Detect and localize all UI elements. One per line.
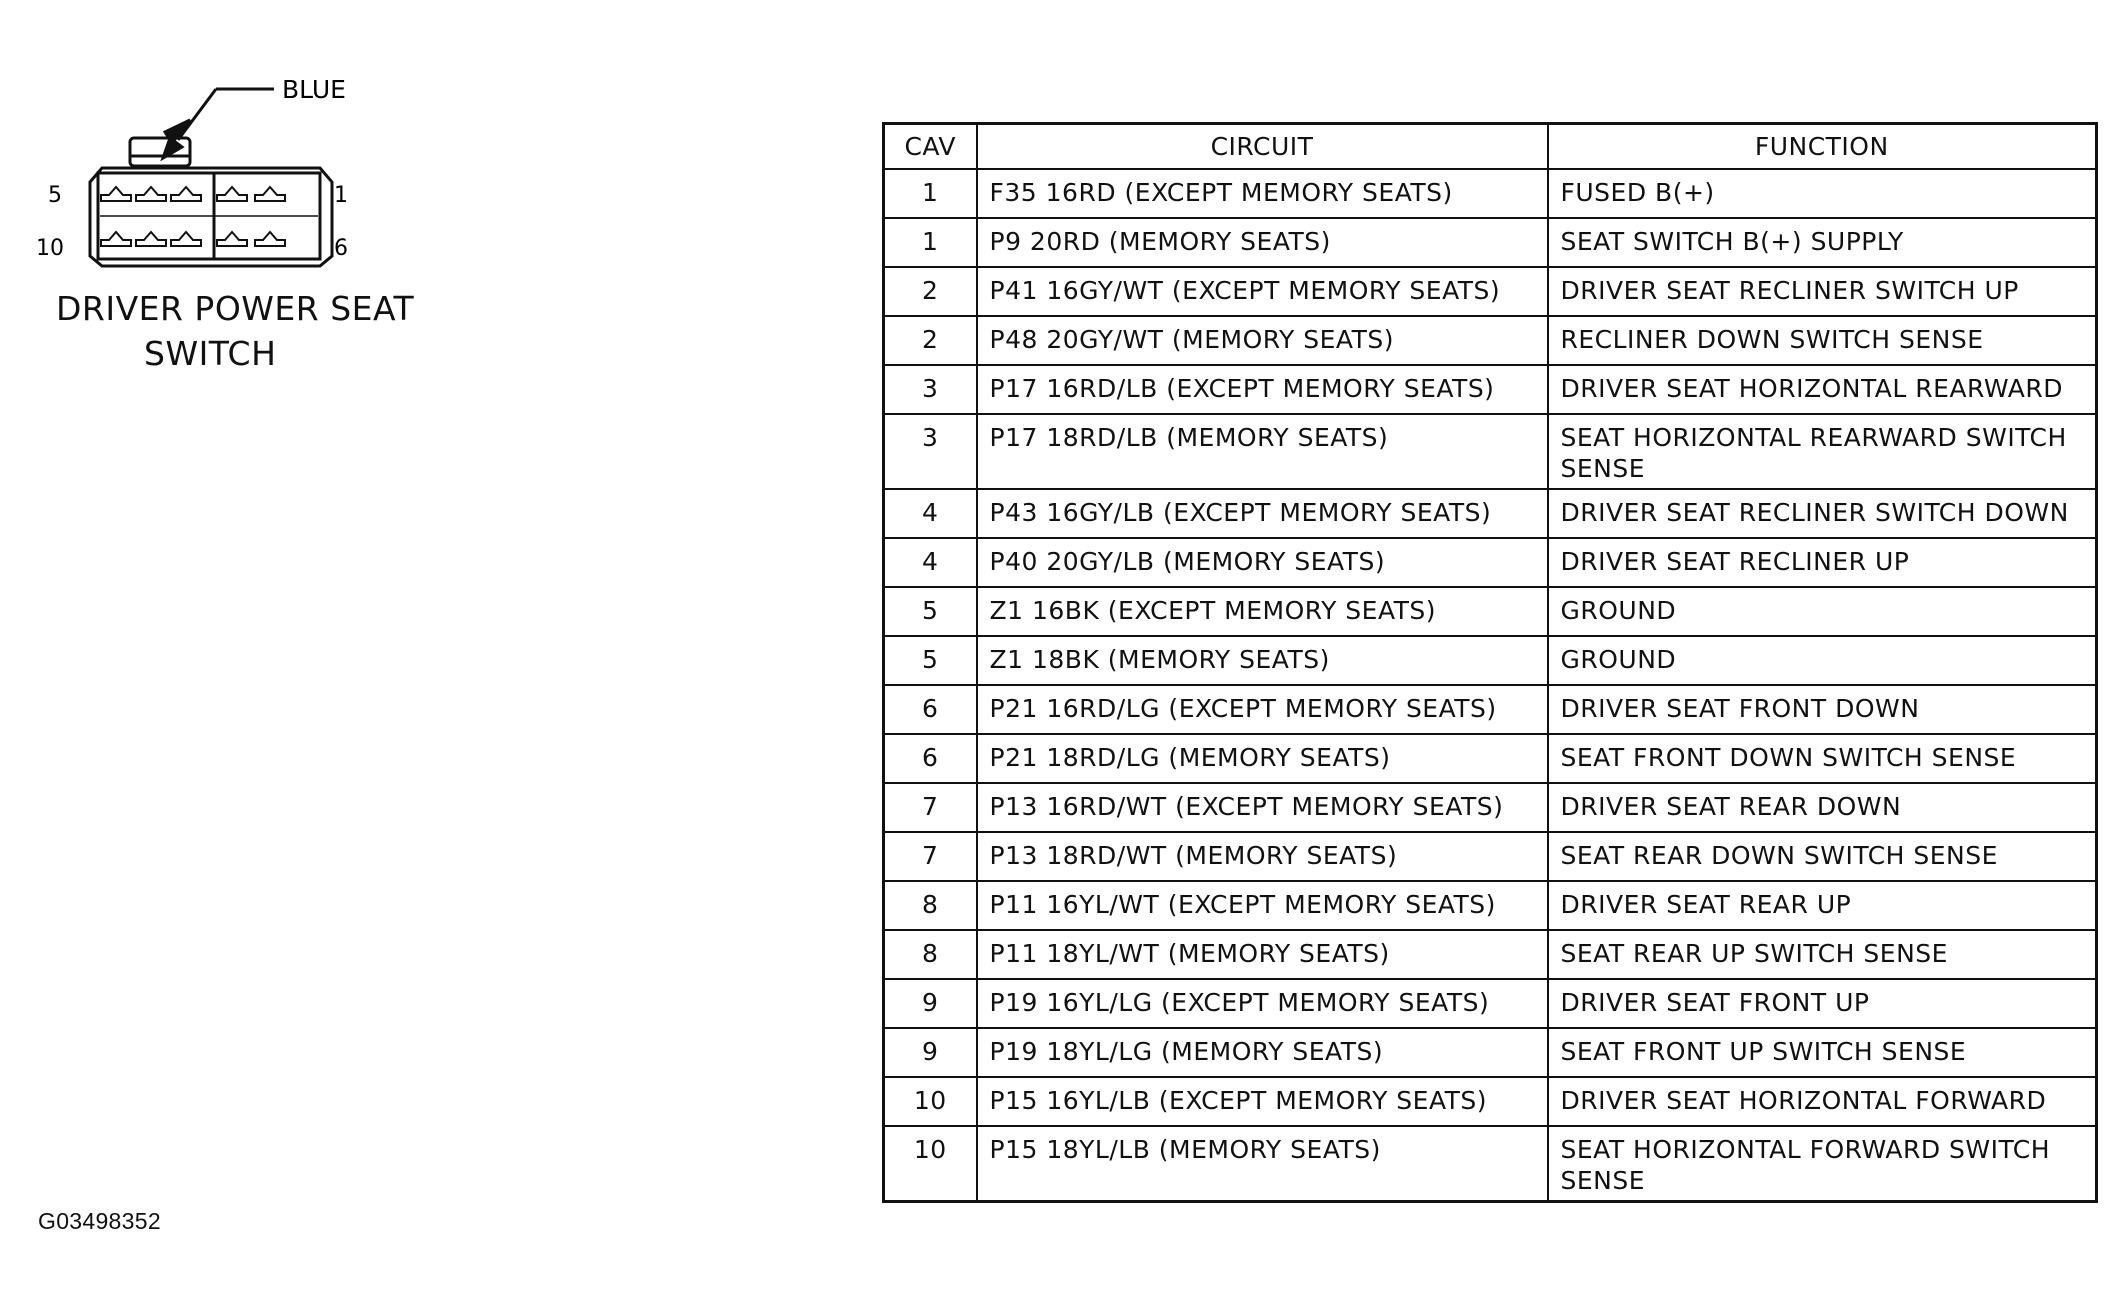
cell-circuit: P17 16RD/LB (EXCEPT MEMORY SEATS) <box>977 365 1548 414</box>
table-row <box>884 832 2097 881</box>
cell-function: DRIVER SEAT FRONT DOWN <box>1548 685 2097 734</box>
cell-cav: 4 <box>884 489 977 538</box>
table-row <box>884 1126 2097 1202</box>
cell-circuit: P13 18RD/WT (MEMORY SEATS) <box>977 832 1548 881</box>
cell-circuit: P11 16YL/WT (EXCEPT MEMORY SEATS) <box>977 881 1548 930</box>
cell-circuit: P21 16RD/LG (EXCEPT MEMORY SEATS) <box>977 685 1548 734</box>
cell-cav: 9 <box>884 979 977 1028</box>
cell-cav: 3 <box>884 365 977 414</box>
cell-function: RECLINER DOWN SWITCH SENSE <box>1548 316 2097 365</box>
cell-circuit: F35 16RD (EXCEPT MEMORY SEATS) <box>977 169 1548 218</box>
table-row <box>884 636 2097 685</box>
cell-cav: 8 <box>884 930 977 979</box>
column-header-circuit: CIRCUIT <box>977 124 1548 170</box>
table-row <box>884 1077 2097 1126</box>
cell-function: SEAT FRONT DOWN SWITCH SENSE <box>1548 734 2097 783</box>
table-row <box>884 489 2097 538</box>
table-row <box>884 685 2097 734</box>
cell-function: SEAT HORIZONTAL REARWARD SWITCH SENSE <box>1548 414 2097 489</box>
cell-cav: 5 <box>884 587 977 636</box>
cell-cav: 10 <box>884 1126 977 1202</box>
cell-cav: 7 <box>884 832 977 881</box>
cell-cav: 5 <box>884 636 977 685</box>
cell-cav: 6 <box>884 685 977 734</box>
cell-function: DRIVER SEAT REAR DOWN <box>1548 783 2097 832</box>
cell-cav: 8 <box>884 881 977 930</box>
figure-id: G03498352 <box>38 1208 161 1234</box>
cell-function: DRIVER SEAT REAR UP <box>1548 881 2097 930</box>
table-row <box>884 1028 2097 1077</box>
cell-function: GROUND <box>1548 587 2097 636</box>
cell-circuit: P43 16GY/LB (EXCEPT MEMORY SEATS) <box>977 489 1548 538</box>
cell-circuit: P19 16YL/LG (EXCEPT MEMORY SEATS) <box>977 979 1548 1028</box>
table-row <box>884 734 2097 783</box>
pin-label-5: 5 <box>48 183 62 208</box>
cell-circuit: P48 20GY/WT (MEMORY SEATS) <box>977 316 1548 365</box>
cell-function: SEAT SWITCH B(+) SUPPLY <box>1548 218 2097 267</box>
cell-function: DRIVER SEAT FRONT UP <box>1548 979 2097 1028</box>
cell-circuit: Z1 18BK (MEMORY SEATS) <box>977 636 1548 685</box>
connector-title: DRIVER POWER SEAT <box>56 289 415 328</box>
table-row <box>884 979 2097 1028</box>
cell-circuit: Z1 16BK (EXCEPT MEMORY SEATS) <box>977 587 1548 636</box>
cell-function: GROUND <box>1548 636 2097 685</box>
table-row <box>884 365 2097 414</box>
cell-function: SEAT HORIZONTAL FORWARD SWITCH SENSE <box>1548 1126 2097 1202</box>
cell-function: DRIVER SEAT HORIZONTAL REARWARD <box>1548 365 2097 414</box>
connector-color-label: BLUE <box>282 75 346 104</box>
cell-cav: 9 <box>884 1028 977 1077</box>
connector-diagram <box>20 60 350 380</box>
pinout-table <box>882 122 2098 1203</box>
pin-label-10: 10 <box>36 236 64 261</box>
table-row <box>884 538 2097 587</box>
column-header-function: FUNCTION <box>1548 124 2097 170</box>
table-row <box>884 783 2097 832</box>
cell-cav: 2 <box>884 267 977 316</box>
connector-body <box>90 168 332 266</box>
cell-circuit: P40 20GY/LB (MEMORY SEATS) <box>977 538 1548 587</box>
cell-function: DRIVER SEAT RECLINER UP <box>1548 538 2097 587</box>
connector-title-line2: SWITCH <box>144 334 277 373</box>
cell-cav: 7 <box>884 783 977 832</box>
column-header-cav: CAV <box>884 124 977 170</box>
cell-cav: 2 <box>884 316 977 365</box>
cell-function: DRIVER SEAT RECLINER SWITCH DOWN <box>1548 489 2097 538</box>
table-row <box>884 169 2097 218</box>
cell-circuit: P9 20RD (MEMORY SEATS) <box>977 218 1548 267</box>
table-row <box>884 414 2097 489</box>
table-row <box>884 316 2097 365</box>
cell-circuit: P13 16RD/WT (EXCEPT MEMORY SEATS) <box>977 783 1548 832</box>
cell-circuit: P41 16GY/WT (EXCEPT MEMORY SEATS) <box>977 267 1548 316</box>
leader-arrow <box>163 89 274 158</box>
cell-cav: 3 <box>884 414 977 489</box>
cell-circuit: P21 18RD/LG (MEMORY SEATS) <box>977 734 1548 783</box>
cell-cav: 4 <box>884 538 977 587</box>
table-row <box>884 930 2097 979</box>
cell-circuit: P11 18YL/WT (MEMORY SEATS) <box>977 930 1548 979</box>
cell-cav: 1 <box>884 218 977 267</box>
cell-circuit: P15 18YL/LB (MEMORY SEATS) <box>977 1126 1548 1202</box>
cell-function: DRIVER SEAT HORIZONTAL FORWARD <box>1548 1077 2097 1126</box>
pin-label-1: 1 <box>334 183 348 208</box>
cell-cav: 6 <box>884 734 977 783</box>
cell-function: FUSED B(+) <box>1548 169 2097 218</box>
cell-function: SEAT REAR DOWN SWITCH SENSE <box>1548 832 2097 881</box>
cell-function: SEAT REAR UP SWITCH SENSE <box>1548 930 2097 979</box>
table-row <box>884 881 2097 930</box>
cell-circuit: P17 18RD/LB (MEMORY SEATS) <box>977 414 1548 489</box>
locking-tab <box>130 138 190 166</box>
cell-cav: 10 <box>884 1077 977 1126</box>
table-header-row <box>884 124 2097 170</box>
table-row <box>884 587 2097 636</box>
table-row <box>884 267 2097 316</box>
table-row <box>884 218 2097 267</box>
cell-function: SEAT FRONT UP SWITCH SENSE <box>1548 1028 2097 1077</box>
cell-function: DRIVER SEAT RECLINER SWITCH UP <box>1548 267 2097 316</box>
pin-label-6: 6 <box>334 236 348 261</box>
cell-cav: 1 <box>884 169 977 218</box>
cell-circuit: P15 16YL/LB (EXCEPT MEMORY SEATS) <box>977 1077 1548 1126</box>
cell-circuit: P19 18YL/LG (MEMORY SEATS) <box>977 1028 1548 1077</box>
